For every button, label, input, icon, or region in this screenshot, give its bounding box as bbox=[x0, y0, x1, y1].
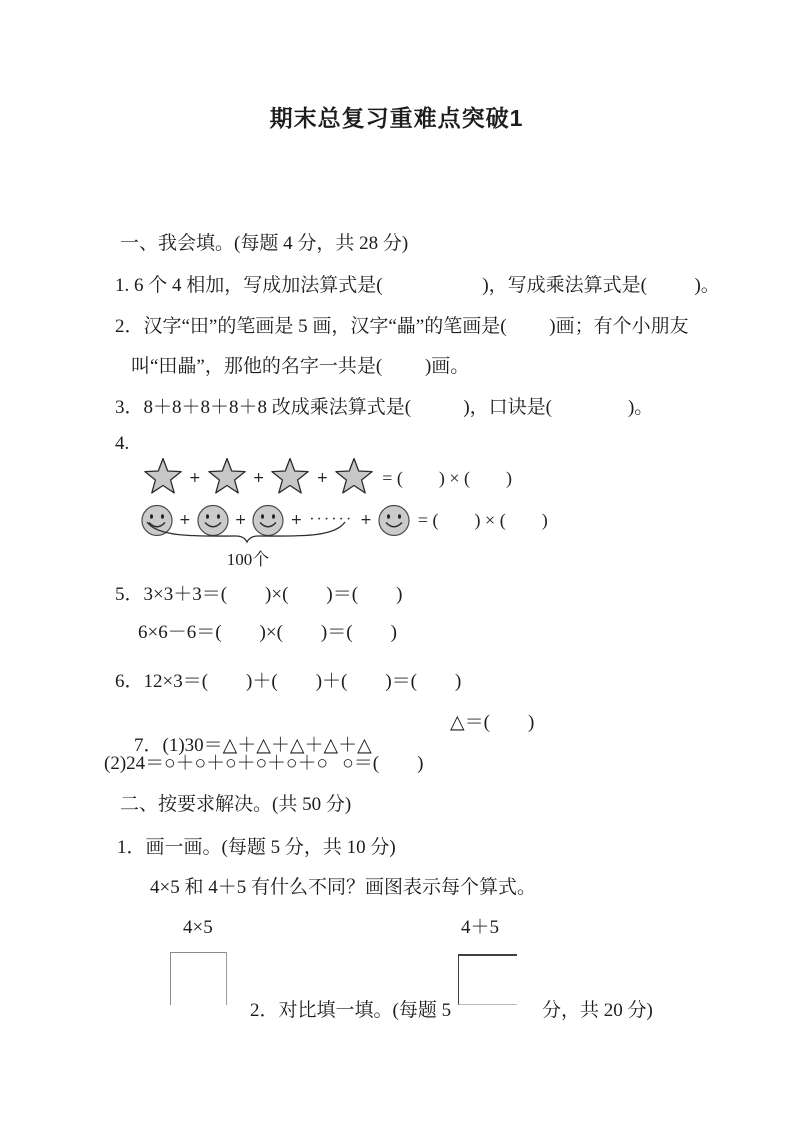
star-equation-row bbox=[142, 458, 512, 498]
plus-operator: + bbox=[234, 512, 247, 528]
section2-question-2-left: 2．对比填一填。(每题 5 bbox=[250, 1000, 452, 1021]
section2-heading: 二、按要求解决。(共 50 分) bbox=[120, 794, 352, 815]
plus-operator: + bbox=[290, 512, 303, 528]
drawing-box-4plus5 bbox=[458, 954, 517, 1005]
section2-question-1: 1．画一画。(每题 5 分，共 10 分) bbox=[117, 837, 396, 858]
page-title: 期末总复习重难点突破1 bbox=[269, 105, 524, 131]
question-5-line-2: 6×6－6＝( )×( )＝( ) bbox=[138, 622, 397, 643]
question-7-sum: 7．(1)30＝△＋△＋△＋△＋△ bbox=[134, 735, 372, 756]
section2-question-1-prompt: 4×5 和 4＋5 有什么不同？画图表示每个算式。 bbox=[150, 877, 536, 898]
question-1: 1. 6 个 4 相加，写成加法算式是( )，写成乘法算式是( )。 bbox=[115, 275, 720, 296]
plus-operator: + bbox=[252, 470, 265, 486]
section2-question-2-right: 分，共 20 分) bbox=[542, 1000, 653, 1021]
question-4-number: 4. bbox=[115, 433, 130, 454]
star-equation-blanks: = ( ) × ( ) bbox=[382, 467, 512, 488]
smiley-count-label: 100个 bbox=[226, 550, 270, 569]
smiley-equation-blanks: = ( ) × ( ) bbox=[417, 509, 548, 530]
question-7-triangle-value: △＝( ) bbox=[450, 712, 535, 733]
star-icon bbox=[269, 458, 311, 498]
plus-operator: + bbox=[316, 470, 329, 486]
question-3: 3．8＋8＋8＋8＋8 改成乘法算式是( )，口诀是( )。 bbox=[115, 397, 654, 418]
question-6: 6．12×3＝( )＋( )＋( )＝( ) bbox=[115, 671, 462, 692]
star-icon bbox=[142, 458, 184, 498]
box-label-4plus5: 4＋5 bbox=[461, 917, 500, 938]
star-icon bbox=[333, 458, 375, 498]
box-label-4x5: 4×5 bbox=[183, 917, 213, 938]
smiley-face-icon bbox=[377, 503, 411, 537]
plus-operator: + bbox=[179, 512, 191, 528]
question-2-line-1: 2．汉字“田”的笔画是 5 画，汉字“畾”的笔画是( )画；有个小朋友 bbox=[115, 316, 689, 337]
question-2-line-2: 叫“田畾”，那他的名字一共是( )画。 bbox=[131, 356, 470, 377]
underbrace-icon bbox=[146, 520, 346, 546]
question-7-line-2: (2)24＝○＋○＋○＋○＋○＋○ ○＝( ) bbox=[104, 753, 424, 774]
question-5-line-1: 5．3×3＋3＝( )×( )＝( ) bbox=[115, 584, 403, 605]
drawing-box-4x5 bbox=[170, 952, 227, 1005]
ellipsis-dots: ······ bbox=[309, 511, 354, 528]
star-icon bbox=[206, 458, 248, 498]
plus-operator: + bbox=[189, 470, 201, 486]
section1-heading: 一、我会填。(每题 4 分，共 28 分) bbox=[120, 233, 409, 254]
plus-operator: + bbox=[360, 512, 372, 528]
